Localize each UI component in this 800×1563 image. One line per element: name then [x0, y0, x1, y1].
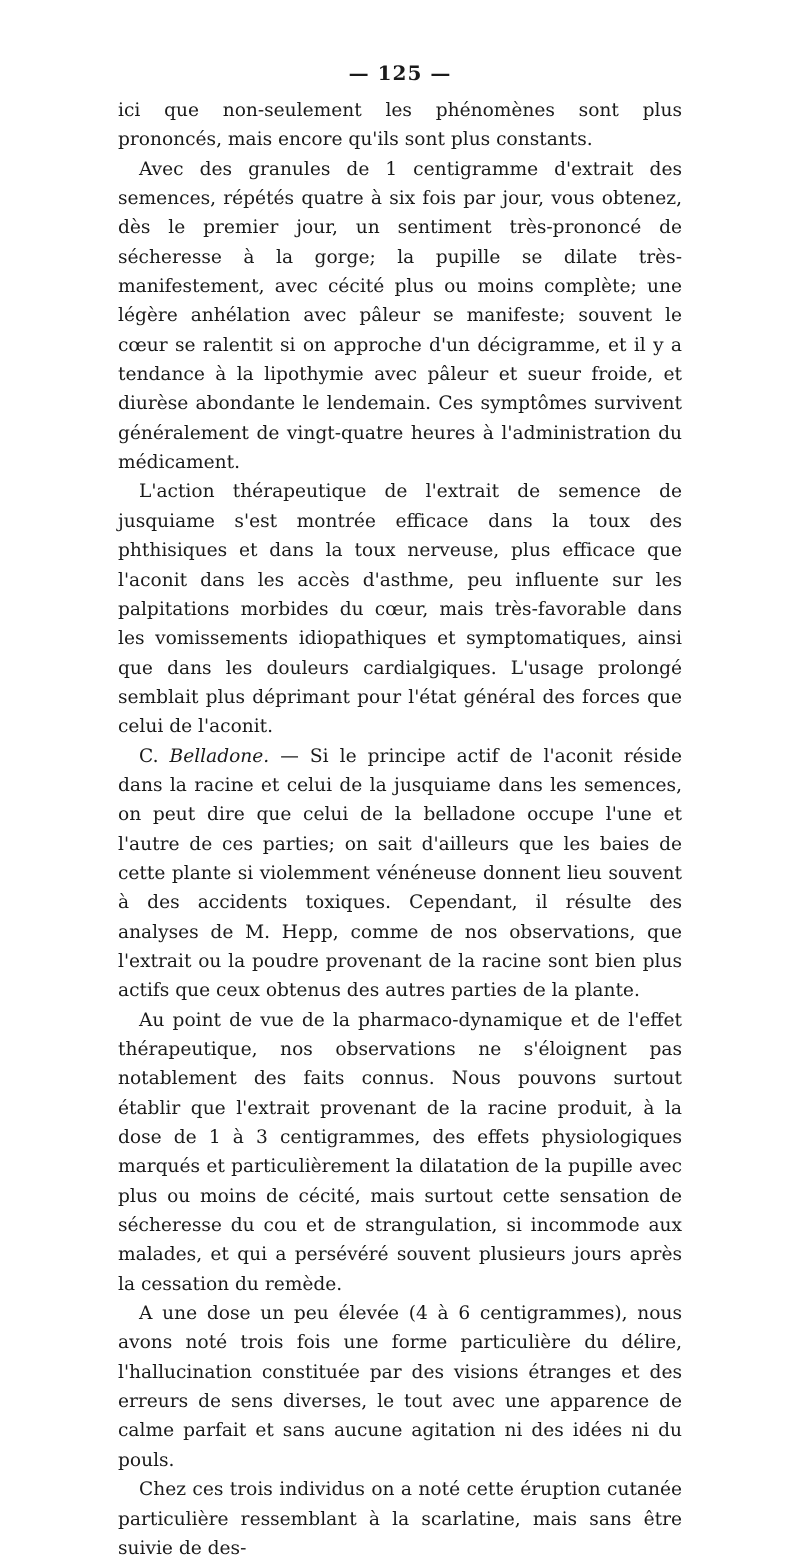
body-text [118, 96, 682, 1563]
paragraph-granules: Avec des granules de 1 centigramme d'extrait des semences, répétés quatre à six fois par jour, vous obtenez, dès le premier jour, un sentiment très-prononcé de sécheresse à la gorge; la pupille se dilate très-manifestement, avec cécité plus ou moins complète; une légère anhélation avec pâleur se manifeste; souvent le cœur se ralentit si on approche d'un décigramme, et il y a tendance à la lipothymie avec pâleur et sueur froide, et diurèse abondante le lendemain. Ces symptômes survivent généralement de vingt-quatre heures à l'administration du médicament. [118, 158, 682, 474]
paragraph-pharmaco-dynamique: Au point de vue de la pharmaco-dynamique et de l'effet thérapeutique, nos observations ne s'éloignent pas notablement des faits connus. Nous pouvons surtout établir que l'extrait provenant de la racine produit, à la dose de 1 à 3 centigrammes, des effets physiologiques marqués et particulièrement la dilatation de la pupille avec plus ou moins de cécité, mais surtout cette sensation de sécheresse du cou et de strangulation, si incommode aux malades, et qui a persévéré souvent plusieurs jours après la cessation du remède. [118, 1009, 682, 1295]
page-number: — 125 — [348, 61, 452, 85]
section-title-belladone: Belladone. [169, 745, 270, 767]
paragraph-dose-elevee: A une dose un peu élevée (4 à 6 centigrammes), nous avons noté trois fois une forme particulière du délire, l'hallucination constituée par des visions étranges et des erreurs de sens diverses, le tout avec une apparence de calme parfait et sans aucune agitation ni des idées ni du pouls. [118, 1303, 682, 1471]
paragraph-therapeutic-action: L'action thérapeutique de l'extrait de semence de jusquiame s'est montrée efficace dans la toux des phthisiques et dans la toux nerveuse, plus efficace que l'aconit dans les accès d'asthme, peu influente sur les palpitations morbides du cœur, mais très-favorable dans les vomissements idiopathiques et symptomatiques, ainsi que dans les douleurs cardialgiques. L'usage prolongé semblait plus déprimant pour l'état général des forces que celui de l'aconit. [118, 481, 682, 738]
section-prefix: C. [139, 745, 170, 767]
paragraph-belladone [118, 742, 682, 1006]
book-page [118, 52, 682, 1563]
paragraph-continuation: ici que non-seulement les phénomènes sont plus prononcés, mais encore qu'ils sont plus constants. [118, 100, 682, 151]
paragraph-eruption: Chez ces trois individus on a noté cette éruption cutanée particulière ressemblant à la scarlatine, mais sans être suivie de des- [118, 1479, 682, 1559]
section-text: — Si le principe actif de l'aconit réside dans la racine et celui de la jusquiame dans les semences, on peut dire que celui de la belladone occupe l'une et l'autre de ces parties; on sait d'ailleurs que les baies de cette plante si violemment vénéneuse donnent lieu souvent à des accidents toxiques. Cependant, il résulte des analyses de M. Hepp, comme de nos observations, que l'extrait ou la poudre provenant de la racine sont bien plus actifs que ceux obtenus des autres parties de la plante. [118, 745, 682, 1002]
